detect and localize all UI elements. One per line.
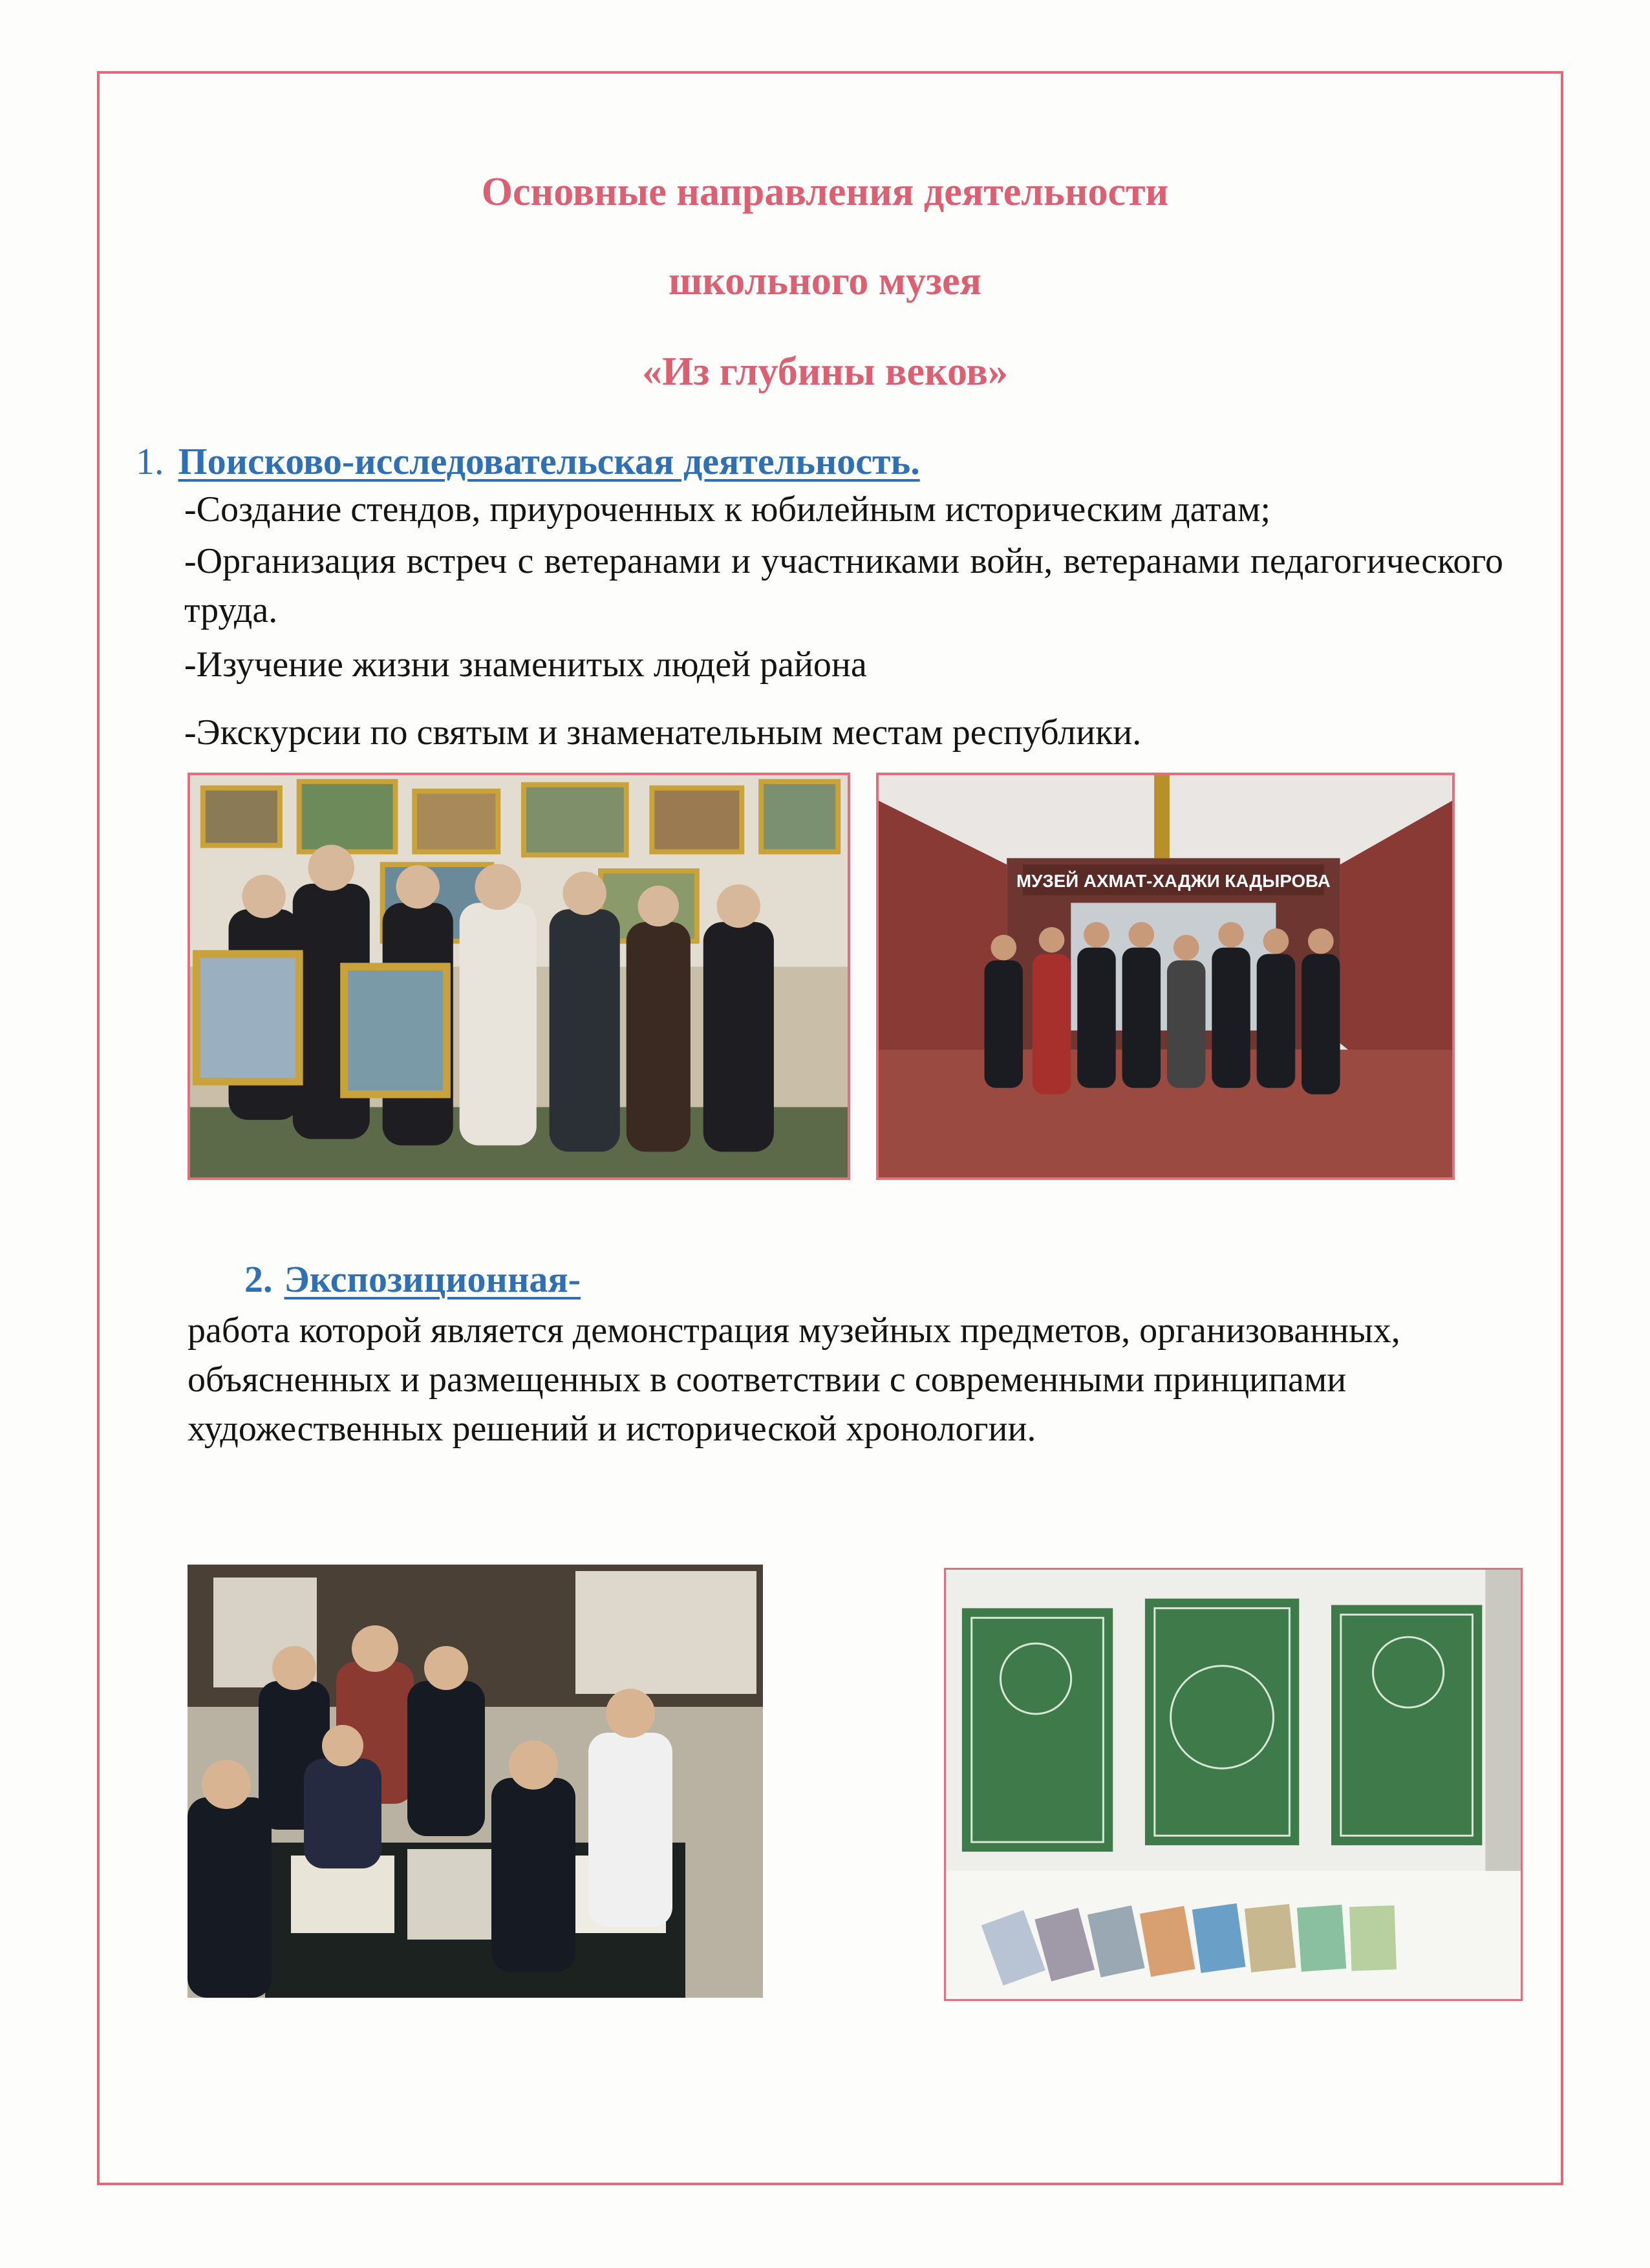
section-1-item-4: -Экскурсии по святым и знаменательным местам республики.	[184, 712, 1142, 753]
title-line-2: школьного музея	[668, 259, 982, 303]
photo-children-at-exhibit	[188, 1565, 763, 1998]
photo-exhibition-wall-panels	[944, 1568, 1523, 2001]
section-1-item-2: -Организация встреч с ветеранами и участниками войн, ветеранами педагогического труда.	[184, 541, 1503, 630]
section-1-heading	[136, 440, 920, 483]
title-line-1: Основные направления деятельности	[481, 170, 1169, 214]
photo-museum-entrance	[876, 773, 1455, 1180]
section-2-number: 2.	[244, 1258, 273, 1300]
section-2-text: работа которой является демонстрация музейных предметов, организованных, объясненных и размещенных в соответствии с современными принципами художественных решений и исторической хронологии.	[188, 1311, 1400, 1449]
section-1-item-3: -Изучение жизни знаменитых людей района	[184, 645, 867, 685]
section-2-heading	[244, 1257, 581, 1301]
photo-students-with-paintings	[188, 773, 850, 1180]
section-1-number: 1.	[136, 440, 164, 482]
museum-sign-text: МУЗЕЙ АХМАТ-ХАДЖИ КАДЫРОВА	[1016, 870, 1331, 891]
title-line-3: «Из глубины веков»	[642, 350, 1008, 394]
section-1-item-1: -Создание стендов, приуроченных к юбилейным историческим датам;	[184, 489, 1271, 530]
section-2-title: Экспозиционная-	[284, 1258, 581, 1300]
section-1-title: Поисково-исследовательская деятельность.	[178, 440, 920, 482]
